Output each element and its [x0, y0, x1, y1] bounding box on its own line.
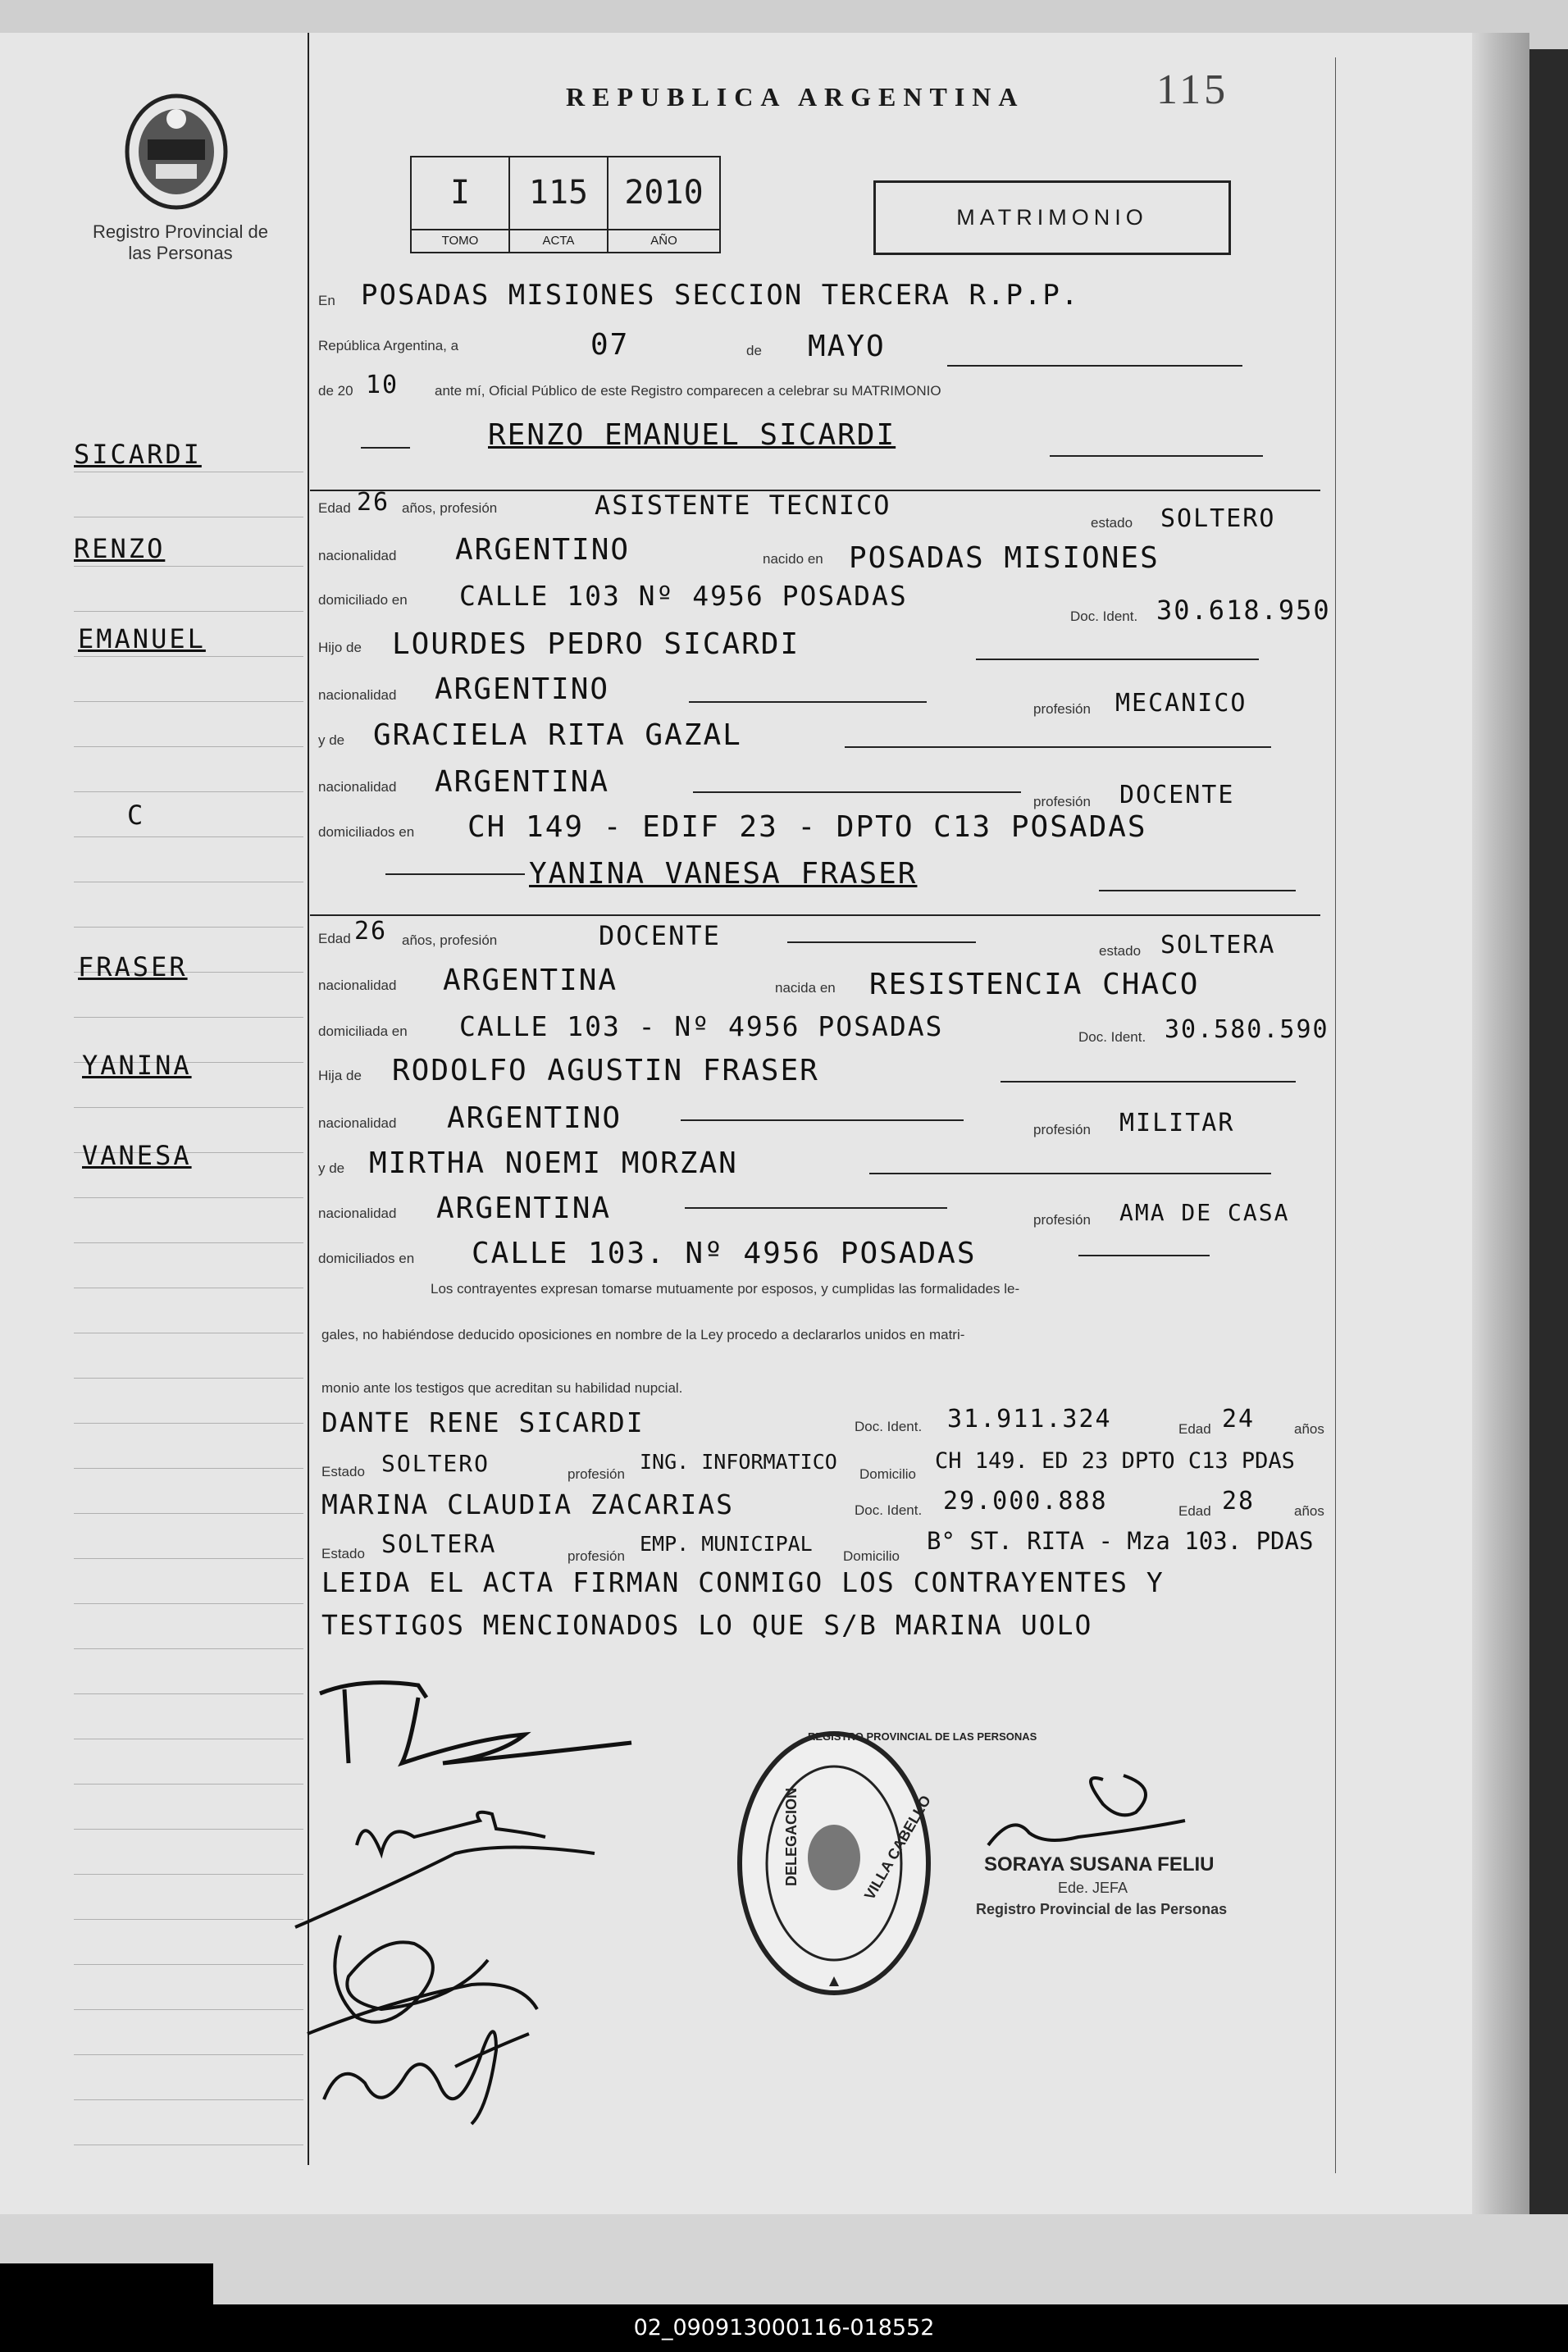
file-id-footer: 02_090913000116-018552 — [0, 2304, 1568, 2352]
fill-line — [685, 1207, 947, 1209]
closing-line-1: LEIDA EL ACTA FIRMAN CONMIGO LOS CONTRAYENTES Y — [321, 1566, 1165, 1598]
ano-value: 2010 — [624, 174, 704, 212]
closing-line-2: TESTIGOS MENCIONADOS LO QUE S/B MARINA UOLO — [321, 1609, 1093, 1641]
bride-profession: DOCENTE — [599, 920, 721, 951]
bride-father-nat-label: nacionalidad — [318, 1115, 397, 1131]
bride-mother-prof-label: profesión — [1033, 1212, 1091, 1228]
groom-address: CALLE 103 Nº 4956 POSADAS — [459, 580, 908, 612]
margin-surname-bride: FRASER — [78, 951, 188, 982]
bride-domiciliados-label: domiciliados en — [318, 1251, 415, 1266]
groom-nacionalidad-label: nacionalidad — [318, 548, 397, 563]
fill-line — [869, 1173, 1271, 1174]
groom-father-prof-label: profesión — [1033, 701, 1091, 717]
groom-doc-label: Doc. Ident. — [1070, 609, 1138, 624]
acta-label: ACTA — [510, 229, 607, 252]
witness-2-domicilio-label: Domicilio — [843, 1548, 900, 1564]
witness-2-edad-label: Edad — [1178, 1503, 1211, 1519]
acta-value: 115 — [528, 174, 589, 212]
bride-mother-nationality: ARGENTINA — [436, 1192, 612, 1225]
fill-line — [845, 746, 1271, 748]
bride-mother: MIRTHA NOEMI MORZAN — [369, 1146, 738, 1180]
groom-doc: 30.618.950 — [1156, 595, 1331, 626]
groom-civil-status: SOLTERO — [1160, 504, 1276, 533]
witness-2-age: 28 — [1222, 1487, 1256, 1516]
witness-1-domicilio-label: Domicilio — [859, 1466, 916, 1482]
fill-line — [976, 659, 1259, 660]
bride-father-prof-label: profesión — [1033, 1122, 1091, 1137]
bride-birthplace: RESISTENCIA CHACO — [869, 968, 1200, 1001]
groom-profession: ASISTENTE TECNICO — [595, 490, 891, 521]
witness-1-civil-status: SOLTERO — [381, 1450, 490, 1477]
groom-profesion-label: años, profesión — [402, 500, 498, 516]
groom-mother-nationality: ARGENTINA — [435, 765, 610, 799]
groom-age: 26 — [357, 488, 390, 517]
fill-line — [1050, 455, 1263, 457]
declaration-line-1: Los contrayentes expresan tomarse mutuamente por esposos, y cumplidas las formalidades le- — [431, 1281, 1020, 1297]
groom-mother-nat-label: nacionalidad — [318, 779, 397, 795]
groom-mother: GRACIELA RITA GAZAL — [373, 718, 742, 752]
bride-hija-label: Hija de — [318, 1068, 362, 1083]
en-label: En — [318, 293, 335, 308]
witness-1-edad-label: Edad — [1178, 1421, 1211, 1437]
declaration-line-2: gales, no habiéndose deducido oposiciones en nombre de la Ley procedo a declararlos unidos en matri- — [321, 1327, 965, 1342]
groom-father: LOURDES PEDRO SICARDI — [392, 627, 800, 661]
groom-father-nationality: ARGENTINO — [435, 672, 610, 706]
intro-year: 10 — [366, 371, 399, 399]
stamp-bottom-text: VILLA CABELLO — [861, 1792, 934, 1903]
fill-line — [1099, 890, 1296, 891]
section-divider — [310, 914, 1320, 916]
intro-day: 07 — [590, 328, 630, 362]
bride-age: 26 — [354, 917, 388, 946]
groom-full-name: RENZO EMANUEL SICARDI — [488, 418, 896, 452]
scan-bottom-strip — [0, 2214, 1568, 2304]
witness-1-name: DANTE RENE SICARDI — [321, 1406, 645, 1438]
bride-doc-label: Doc. Ident. — [1078, 1029, 1146, 1045]
bride-father-nationality: ARGENTINO — [447, 1101, 622, 1135]
declaration-line-3: monio ante los testigos que acreditan su habilidad nupcial. — [321, 1380, 683, 1396]
witness-2-doc-label: Doc. Ident. — [855, 1502, 923, 1518]
margin-name-bride-1: YANINA — [82, 1050, 192, 1081]
witness-2-profession: EMP. MUNICIPAL — [640, 1532, 813, 1556]
witness-1-address: CH 149. ED 23 DPTO C13 PDAS — [935, 1448, 1295, 1474]
margin-name-groom-2: EMANUEL — [78, 623, 206, 654]
fill-line — [689, 701, 927, 703]
tomo-acta-ano-box — [410, 156, 721, 253]
bride-domiciliada-label: domiciliada en — [318, 1023, 408, 1039]
bride-mother-profession: AMA DE CASA — [1119, 1199, 1290, 1226]
witness-1-anos-label: años — [1294, 1421, 1324, 1437]
bride-nacionalidad-label: nacionalidad — [318, 978, 397, 993]
witness-2-name: MARINA CLAUDIA ZACARIAS — [321, 1488, 734, 1520]
republica-label: República Argentina, a — [318, 338, 459, 353]
official-registry: Registro Provincial de las Personas — [976, 1901, 1228, 1917]
bride-estado-label: estado — [1099, 943, 1142, 959]
fill-line — [385, 873, 525, 875]
fill-line — [947, 365, 1242, 367]
margin-connector: C — [127, 800, 146, 831]
witness-1-profesion-label: profesión — [567, 1466, 625, 1482]
tomo-value: I — [449, 174, 471, 212]
witness-2-doc: 29.000.888 — [943, 1487, 1108, 1516]
groom-domicilio-label: domiciliado en — [318, 592, 408, 608]
fill-line — [693, 791, 1021, 793]
registry-seal — [115, 82, 238, 213]
stamp-outer-text: REGISTRO PROVINCIAL DE LAS PERSONAS — [808, 1730, 1037, 1743]
bride-full-name: YANINA VANESA FRASER — [529, 857, 918, 891]
official-title: Ede. JEFA — [1058, 1880, 1128, 1896]
tomo-cell — [412, 157, 510, 252]
groom-nacido-label: nacido en — [763, 551, 823, 567]
groom-father-nat-label: nacionalidad — [318, 687, 397, 703]
groom-birthplace: POSADAS MISIONES — [849, 541, 1160, 575]
witness-1-doc-label: Doc. Ident. — [855, 1419, 923, 1434]
bride-doc: 30.580.590 — [1165, 1015, 1329, 1044]
margin-surname-groom: SICARDI — [74, 439, 202, 470]
official-name: SORAYA SUSANA FELIU — [984, 1853, 1215, 1876]
bride-edad-label: Edad — [318, 931, 351, 946]
document-type-box: MATRIMONIO — [873, 180, 1231, 255]
witness-2-estado-label: Estado — [321, 1546, 365, 1561]
groom-edad-label: Edad — [318, 500, 351, 516]
bride-nacida-label: nacida en — [775, 980, 836, 996]
fill-line — [1078, 1255, 1210, 1256]
bride-profesion-label: años, profesión — [402, 932, 498, 948]
year-prefix-label: de 20 — [318, 383, 353, 399]
registry-name: Registro Provincial de las Personas — [93, 221, 268, 263]
groom-estado-label: estado — [1091, 515, 1133, 531]
groom-hijo-label: Hijo de — [318, 640, 362, 655]
bride-yde-label: y de — [318, 1160, 345, 1176]
de-label: de — [746, 343, 762, 358]
groom-parents-address: CH 149 - EDIF 23 - DPTO C13 POSADAS — [467, 810, 1147, 844]
witness-2-profesion-label: profesión — [567, 1548, 625, 1564]
bride-father: RODOLFO AGUSTIN FRASER — [392, 1054, 819, 1087]
official-stamp — [734, 1726, 935, 2001]
margin-name-bride-2: VANESA — [82, 1140, 192, 1171]
witness-1-doc: 31.911.324 — [947, 1405, 1112, 1434]
signature-groom — [312, 1673, 640, 1788]
bride-address: CALLE 103 - Nº 4956 POSADAS — [459, 1010, 944, 1042]
margin-name-groom-1: RENZO — [74, 533, 166, 564]
country-title: REPUBLICA ARGENTINA — [566, 82, 1025, 112]
ano-cell — [609, 157, 719, 252]
intro-place: POSADAS MISIONES SECCION TERCERA R.P.P. — [361, 279, 1080, 312]
bride-civil-status: SOLTERA — [1160, 931, 1276, 959]
bride-father-profession: MILITAR — [1119, 1109, 1235, 1137]
groom-yde-label: y de — [318, 732, 345, 748]
witness-2-civil-status: SOLTERA — [381, 1530, 497, 1559]
witness-2-anos-label: años — [1294, 1503, 1324, 1519]
bride-nationality: ARGENTINA — [443, 964, 618, 997]
witness-2-address: B° ST. RITA - Mza 103. PDAS — [927, 1527, 1314, 1555]
witness-1-age: 24 — [1222, 1405, 1256, 1434]
fill-line — [787, 941, 976, 943]
groom-mother-prof-label: profesión — [1033, 794, 1091, 809]
right-margin-line — [1335, 57, 1336, 2173]
witness-1-profession: ING. INFORMATICO — [640, 1450, 837, 1474]
intro-month: MAYO — [808, 330, 886, 363]
bride-parents-address: CALLE 103. Nº 4956 POSADAS — [472, 1237, 977, 1270]
groom-father-profession: MECANICO — [1115, 689, 1247, 718]
bride-mother-nat-label: nacionalidad — [318, 1206, 397, 1221]
book-edge — [1472, 33, 1529, 2214]
stamp-left-text: DELEGACION — [783, 1787, 800, 1886]
acta-cell — [510, 157, 609, 252]
witness-1-estado-label: Estado — [321, 1464, 365, 1479]
groom-nationality: ARGENTINO — [455, 533, 631, 567]
ano-label: AÑO — [609, 229, 719, 252]
groom-mother-profession: DOCENTE — [1119, 781, 1235, 809]
signature-witnesses — [291, 1911, 554, 2132]
fill-line — [681, 1119, 964, 1121]
fill-line — [361, 447, 410, 449]
tomo-label: TOMO — [412, 229, 508, 252]
intro-statement: ante mí, Oficial Público de este Registro comparecen a celebrar su MATRIMONIO — [435, 383, 941, 399]
fill-line — [1001, 1081, 1296, 1083]
groom-domiciliados-label: domiciliados en — [318, 824, 415, 840]
page-number: 115 — [1156, 66, 1229, 113]
